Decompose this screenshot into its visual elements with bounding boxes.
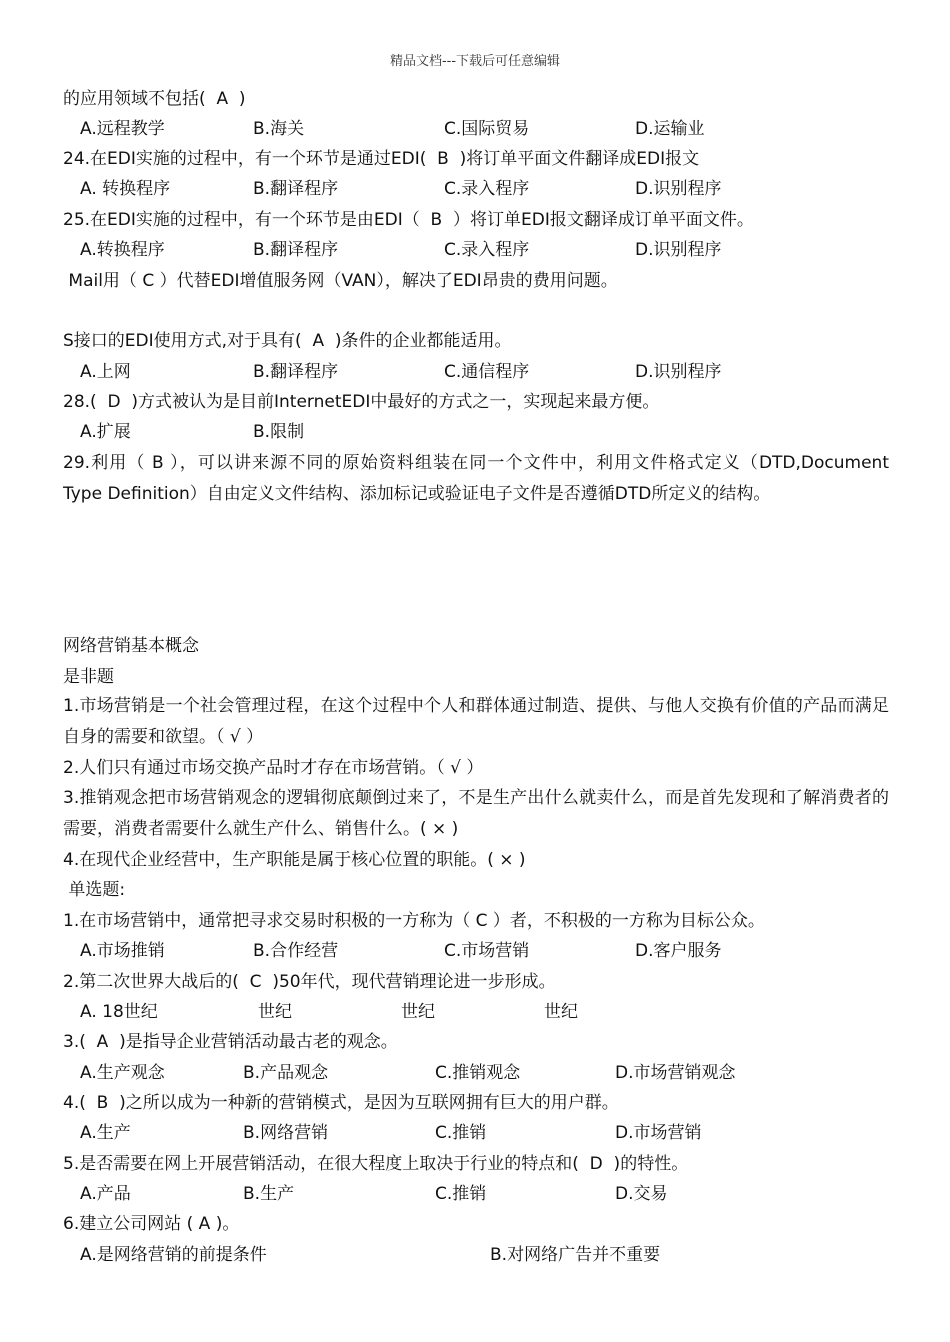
section-title: 网络营销基本概念 bbox=[63, 636, 199, 656]
option: A.是网络营销的前提条件 bbox=[80, 1245, 267, 1265]
option: A.市场推销 bbox=[80, 941, 165, 961]
option: C.国际贸易 bbox=[444, 119, 530, 139]
option: A.生产 bbox=[80, 1123, 131, 1143]
option: B.翻译程序 bbox=[253, 362, 339, 382]
option: 世纪 bbox=[401, 1002, 435, 1022]
option: C.录入程序 bbox=[444, 240, 530, 260]
option: D.识别程序 bbox=[635, 240, 722, 260]
option: B.网络营销 bbox=[243, 1123, 329, 1143]
question-25: 25.在EDI实施的过程中，有一个环节是由EDI（ B ）将订单EDI报文翻译成订单平面文件。 bbox=[63, 210, 754, 230]
tf-question-4: 4.在现代企业经营中，生产职能是属于核心位置的职能。( × ) bbox=[63, 850, 526, 870]
option: A. 18世纪 bbox=[80, 1002, 158, 1022]
option: C.推销 bbox=[435, 1184, 487, 1204]
option: A.生产观念 bbox=[80, 1063, 165, 1083]
option: D.识别程序 bbox=[635, 362, 722, 382]
option: D.客户服务 bbox=[635, 941, 722, 961]
option: B.合作经营 bbox=[253, 941, 339, 961]
option: C.通信程序 bbox=[444, 362, 530, 382]
option: B.生产 bbox=[243, 1184, 295, 1204]
option: C.市场营销 bbox=[444, 941, 530, 961]
option: C.推销 bbox=[435, 1123, 487, 1143]
option: B.对网络广告并不重要 bbox=[490, 1245, 661, 1265]
option: D.市场营销观念 bbox=[615, 1063, 736, 1083]
mc-question-1: 1.在市场营销中，通常把寻求交易时积极的一方称为（ C ）者，不积极的一方称为目标公众。 bbox=[63, 911, 765, 931]
mc-question-4: 4.( B )之所以成为一种新的营销模式，是因为互联网拥有巨大的用户群。 bbox=[63, 1093, 619, 1113]
option: B.限制 bbox=[253, 422, 305, 442]
option: D.识别程序 bbox=[635, 179, 722, 199]
option: B.海关 bbox=[253, 119, 305, 139]
option: B.翻译程序 bbox=[253, 240, 339, 260]
mc-question-6: 6.建立公司网站 ( A )。 bbox=[63, 1214, 240, 1234]
option: A.产品 bbox=[80, 1184, 131, 1204]
page-header: 精品文档---下载后可任意编辑 bbox=[389, 54, 561, 69]
option: A.远程教学 bbox=[80, 119, 165, 139]
option: C.录入程序 bbox=[444, 179, 530, 199]
subsection-single-choice: 单选题: bbox=[63, 880, 126, 900]
mc-question-3: 3.( A )是指导企业营销活动最古老的观念。 bbox=[63, 1032, 398, 1052]
question-24: 24.在EDI实施的过程中，有一个环节是通过EDI( B )将订单平面文件翻译成EDI报文 bbox=[63, 149, 700, 169]
option: A. 转换程序 bbox=[80, 179, 171, 199]
question-line: 的应用领域不包括( A ) bbox=[63, 89, 246, 109]
question-28: 28.( D )方式被认为是目前InternetEDI中最好的方式之一，实现起来最方便。 bbox=[63, 392, 660, 412]
tf-question-3: 3.推销观念把市场营销观念的逻辑彻底颠倒过来了，不是生产出什么就卖什么，而是首先发现和了解消费者的需要，消费者需要什么就生产什么、销售什么。( × ) bbox=[63, 788, 889, 839]
subsection-true-false: 是非题 bbox=[63, 667, 114, 687]
option: C.推销观念 bbox=[435, 1063, 521, 1083]
option: A.转换程序 bbox=[80, 240, 165, 260]
option: A.上网 bbox=[80, 362, 131, 382]
option: B.翻译程序 bbox=[253, 179, 339, 199]
question-s: S接口的EDI使用方式,对于具有( A )条件的企业都能适用。 bbox=[63, 331, 512, 351]
option: 世纪 bbox=[258, 1002, 292, 1022]
option: D.交易 bbox=[615, 1184, 668, 1204]
mc-question-5: 5.是否需要在网上开展营销活动，在很大程度上取决于行业的特点和( D )的特性。 bbox=[63, 1154, 689, 1174]
option: 世纪 bbox=[544, 1002, 578, 1022]
tf-question-2: 2.人们只有通过市场交换产品时才存在市场营销。（ √ ） bbox=[63, 758, 484, 778]
option: B.产品观念 bbox=[243, 1063, 329, 1083]
option: A.扩展 bbox=[80, 422, 131, 442]
question-mail: Mail用（ C ）代替EDI增值服务网（VAN），解决了EDI昂贵的费用问题。 bbox=[63, 271, 618, 291]
option: D.运输业 bbox=[635, 119, 705, 139]
tf-question-1: 1.市场营销是一个社会管理过程，在这个过程中个人和群体通过制造、提供、与他人交换有价值的产品而满足自身的需要和欲望。（ √ ） bbox=[63, 696, 889, 747]
mc-question-2: 2.第二次世界大战后的( C )50年代，现代营销理论进一步形成。 bbox=[63, 972, 556, 992]
question-29: 29.利用（ B ），可以讲来源不同的原始资料组装在同一个文件中，利用文件格式定义（DTD,Document Type Definition）自由定义文件结构、添加标记或验证电子文件是否遵循DTD所定义的结构。 bbox=[63, 453, 889, 504]
option: D.市场营销 bbox=[615, 1123, 702, 1143]
